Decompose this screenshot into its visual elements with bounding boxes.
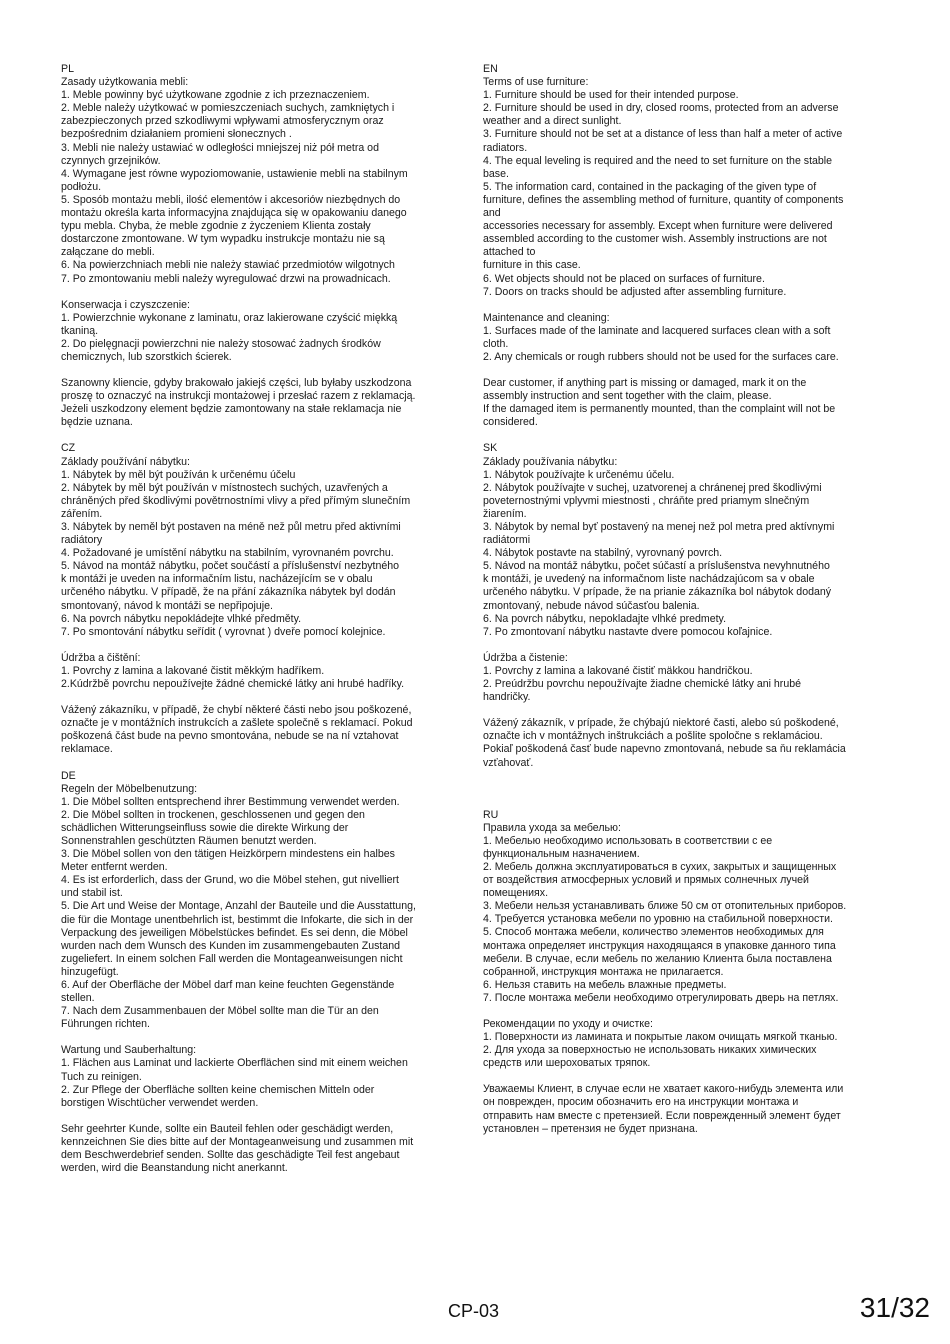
section-ru [483, 809, 893, 1136]
text-line: 3. Mebli nie należy ustawiać w odległości mniejszej niż pół metra od [61, 141, 379, 154]
text-line: 2. Для ухода за поверхностью не использовать никаких химических [483, 1044, 817, 1057]
text-line: монтажа определяет инструкция находящаяся в упаковке данного типа [483, 939, 836, 952]
text-line: Szanowny kliencie, gdyby brakowało jakiejś części, lub byłaby uszkodzona [61, 377, 412, 390]
text-line: and [483, 207, 501, 220]
text-line: 6. Auf der Oberfläche der Möbel darf man keine feuchten Gegenstände [61, 979, 395, 991]
pl-usage-rules [61, 76, 466, 286]
text-line: montażu określa karta informacyjna znajdująca się w opakowaniu danego [61, 207, 407, 220]
text-line: Dear customer, if anything part is missing or damaged, mark it on the [483, 377, 807, 390]
text-line: und stabil ist. [61, 887, 123, 900]
text-line: dostarczone zmontowane. W tym wypadku instrukcje montażu nie są [61, 233, 385, 246]
text-line: 4. Požadované je umístění nábytku na stabilním, vyrovnaném povrchu. [61, 547, 394, 560]
text-line: označte je v montážních instrukcích a zašlete společně s reklamací. Pokud [61, 717, 413, 730]
text-line: Verpackung des jeweiligen Möbelstückes befindet. Es sei denn, die Möbel [61, 926, 408, 939]
text-line: от воздействия атмосферных условий и прямых солнечных лучей [483, 874, 809, 887]
text-line: 7. После монтажа мебели необходимо отрегулировать дверь на петлях. [483, 991, 839, 1004]
text-line: 2. Do pielęgnacji powierzchni nie należy stosować żadnych środków [61, 337, 381, 350]
text-line: 3. Nábytek by neměl být postaven na méně než půl metru před aktivními [61, 521, 401, 533]
section-pl [61, 63, 466, 429]
text-line: załączane do mebli. [61, 246, 155, 259]
de-maintenance [61, 1044, 466, 1109]
text-line: 1. Flächen aus Laminat und lackierte Oberflächen sind mit einem weichen [61, 1057, 408, 1070]
text-line: помещениях. [483, 887, 549, 900]
text-line: 2. Preúdržbu povrchu nepoužívajte žiadne chemické látky ani hrubé [483, 678, 801, 691]
text-line: Základy používání nábytku: [61, 455, 190, 468]
cz-maintenance [61, 652, 466, 691]
sk-complaint-note [483, 717, 893, 769]
text-line: Vážený zákazník, v prípade, že chýbajú niektoré časti, alebo sú poškodené, [483, 717, 839, 730]
text-line: Sehr geehrter Kunde, sollte ein Bauteil fehlen oder geschädigt werden, [61, 1122, 394, 1135]
text-line: 2. Die Möbel sollten in trockenen, geschlossenen und gegen den [61, 808, 365, 821]
text-line: chemicznych, lub szorstkich ścierek. [61, 350, 232, 363]
section-en [483, 63, 893, 429]
text-line: podłożu. [61, 180, 102, 193]
page-number: 31/32 [859, 1292, 930, 1323]
text-line: 7. Nach dem Zusammenbauen der Möbel sollte man die Tür an den [61, 1005, 379, 1018]
text-line: będzie uznana. [61, 416, 133, 429]
text-line: Sonnenstrahlen geschützten Räumen benutzt werden. [61, 834, 317, 847]
lang-heading-de: DE [61, 769, 76, 782]
en-complaint-note [483, 377, 893, 429]
text-line: 7. Po zmontowaniu mebli należy wyregulować drzwi na prowadnicach. [61, 272, 391, 285]
text-line: 1. Surfaces made of the laminate and lacquered surfaces clean with a soft [483, 324, 831, 337]
pl-maintenance [61, 299, 466, 364]
text-line: Regeln der Möbelbenutzung: [61, 782, 198, 795]
ru-complaint-note [483, 1083, 893, 1135]
text-line: 6. Нельзя ставить на мебель влажные предметы. [483, 978, 727, 991]
text-line: radiators. [483, 141, 528, 154]
text-line: typu mebla. Chyba, że meble zgodnie z życzeniem Klienta zostały [61, 220, 371, 233]
lang-heading-pl: PL [61, 63, 74, 75]
text-line: 4. Требуется установка мебели по уровню на стабильной поверхности. [483, 913, 833, 926]
text-line: он поврежден, просим обозначить его на инструкции монтажа и [483, 1096, 799, 1109]
ru-usage-rules [483, 822, 893, 1005]
text-line: Základy používania nábytku: [483, 455, 618, 468]
text-line: 4. Wymagane jest równe wypoziomowanie, ustawienie mebli na stabilnym [61, 167, 408, 180]
text-line: chráněných před škodlivými povětrnostními vlivy a před přímým slunečním [61, 494, 411, 507]
text-line: 4. The equal leveling is required and the need to set furniture on the stable [483, 154, 833, 167]
text-line: установлен – претензия не будет признана. [483, 1122, 698, 1135]
text-line: czynnych grzejników. [61, 154, 161, 167]
text-line: zmontovaný, nebude návod súčasťou balenia. [483, 599, 700, 612]
text-line: функциональным назначением. [483, 847, 640, 860]
text-line: zabezpieczonych przed szkodliwymi wpływami atmosferycznym oraz [61, 115, 384, 128]
section-cz [61, 442, 466, 756]
text-line: 3. Nábytok by nemal byť postavený na menej než pol metra pred aktívnymi [483, 521, 835, 533]
text-line: Tuch zu reinigen. [61, 1070, 142, 1083]
lang-heading-en: EN [483, 63, 498, 75]
text-line: 2. Zur Pflege der Oberfläche sollten keine chemischen Mitteln oder [61, 1083, 375, 1096]
lang-heading-sk: SK [483, 442, 498, 455]
text-line: borstigen Wischtücher verwendet werden. [61, 1096, 259, 1109]
de-usage-rules [61, 783, 466, 1032]
text-line: Jeżeli uszkodzony element będzie zamontowany na stałe reklamacja nie [61, 403, 402, 416]
text-line: средств или шероховатых тряпок. [483, 1057, 651, 1070]
text-line: werden, wird die Beanstandung nicht anerkannt. [61, 1162, 288, 1175]
text-line: radiátormi [483, 534, 531, 547]
text-line: Údržba a čištění: [61, 651, 141, 664]
right-column [483, 63, 893, 1136]
text-line: 1. Nábytok používajte k určenému účelu. [483, 468, 675, 481]
text-line: die für die Montage unentbehrlich ist, bestimmt die Infokarte, die sich in der [61, 913, 414, 926]
text-line: 5. The information card, contained in the packaging of the given type of [483, 180, 817, 193]
text-line: k montáži je uveden na informačním listu, nacházejícím se v obalu [61, 573, 373, 586]
text-line: 1. Мебелью необходимо использовать в соответствии с ее [483, 834, 773, 847]
text-line: considered. [483, 416, 538, 429]
cz-usage-rules [61, 456, 466, 639]
text-line: tkaniną. [61, 324, 99, 337]
text-line: attached to [483, 246, 536, 259]
text-line: určeného nábytku. V prípade, že na prianie zákazníka bol nábytok dodaný [483, 586, 832, 599]
text-line: If the damaged item is permanently mounted, than the complaint will not be [483, 403, 836, 416]
text-line: Führungen richten. [61, 1018, 150, 1031]
text-line: 1. Поверхности из ламината и покрытые лаком очищать мягкой тканью. [483, 1031, 838, 1044]
text-line: poškozená část bude na pevno smontována, nebude se na ní vztahovat [61, 730, 399, 743]
document-code: CP-03 [448, 1301, 500, 1321]
text-line: handričky. [483, 691, 531, 704]
text-line: radiátory [61, 534, 103, 547]
text-line: 3. Мебели нельзя устанавливать ближе 50 см от отопительных приборов. [483, 900, 847, 913]
text-line: Údržba a čistenie: [483, 651, 568, 664]
text-line: accessories necessary for assembly. Except when furniture were delivered [483, 220, 833, 233]
text-line: собранной, инструкция монтажа не прилагается. [483, 965, 724, 978]
text-line: Pokiaľ poškodená časť bude napevno zmontovaná, nebude sa ňu reklamácia [483, 743, 846, 756]
text-line: 6. Na powierzchniach mebli nie należy stawiać przedmiotów wilgotnych [61, 259, 395, 272]
text-line: 1. Furniture should be used for their intended purpose. [483, 89, 739, 102]
text-line: zugeliefert. In einem solchen Fall werden die Montageanweisungen nicht [61, 952, 403, 965]
text-line: 2.Kúdržbě povrchu nepoužívejte žádné chemické látky ani hrubé hadříky. [61, 678, 405, 691]
text-line: 4. Nábytok postavte na stabilný, vyrovnaný povrch. [483, 547, 723, 560]
text-line: 6. Na povrch nábytku, nepokladajte vlhké predmety. [483, 612, 727, 625]
text-line: zářením. [61, 507, 103, 520]
text-line: žiarením. [483, 507, 527, 520]
text-line: 6. Na povrch nábytku nepokládejte vlhké předměty. [61, 612, 302, 625]
text-line: 2. Nábytok používajte v suchej, uzatvorenej a chránenej pred škodlivými [483, 481, 822, 494]
text-line: assembly instruction and sent together with the claim, please. [483, 390, 772, 403]
lang-heading-ru: RU [483, 808, 499, 821]
text-line: 5. Die Art und Weise der Montage, Anzahl der Bauteile und die Ausstattung, [61, 900, 416, 913]
text-line: 1. Meble powinny być użytkowane zgodnie z ich przeznaczeniem. [61, 89, 370, 102]
text-line: 2. Meble należy użytkować w pomieszczeniach suchych, zamkniętych i [61, 102, 395, 115]
lang-heading-cz: CZ [61, 442, 76, 455]
text-line: proszę to oznaczyć na instrukcji montażowej i przesłać razem z reklamacją. [61, 390, 416, 403]
text-line: Konserwacja i czyszczenie: [61, 298, 190, 311]
text-line: dem Beschwerdebrief senden. Sollte das geschädigte Teil fest angebaut [61, 1149, 400, 1162]
text-line: furniture in this case. [483, 259, 581, 272]
text-line: Vážený zákazníku, v případě, že chybí některé části nebo jsou poškozené, [61, 704, 412, 717]
text-line: kennzeichnen Sie dies bitte auf der Montageanweisung und zusammen mit [61, 1135, 414, 1148]
ru-maintenance [483, 1018, 893, 1070]
text-line: 2. Мебель должна эксплуатироваться в сухих, закрытых и защищенных [483, 860, 837, 873]
text-line: weather and a direct sunlight. [483, 115, 622, 128]
text-line: Zasady użytkowania mebli: [61, 76, 189, 89]
pl-complaint-note [61, 377, 466, 429]
text-line: 1. Povrchy z lamina a lakované čistiť mäkkou handričkou. [483, 664, 753, 677]
en-maintenance [483, 312, 893, 364]
text-line: Wartung und Sauberhaltung: [61, 1044, 197, 1057]
text-line: k montáži, je uvedený na informačnom liste nachádzajúcom sa v obale [483, 573, 815, 586]
text-line: 2. Furniture should be used in dry, closed rooms, protected from an adverse [483, 102, 839, 115]
text-line: 1. Powierzchnie wykonane z laminatu, oraz lakierowane czyścić miękką [61, 311, 398, 324]
text-line: 5. Sposób montażu mebli, ilość elementów i akcesoriów niezbędnych do [61, 193, 401, 206]
text-line: 7. Po smontování nábytku seřídit ( vyrovnat ) dveře pomocí kolejnice. [61, 625, 386, 638]
text-line: 4. Es ist erforderlich, dass der Grund, wo die Möbel stehen, gut nivelliert [61, 874, 399, 887]
text-line: Meter entfernt werden. [61, 861, 168, 874]
text-line: vzťahovať. [483, 756, 534, 769]
text-line: Уважаемы Клиент, в случае если не хватает какого-нибудь элемента или [483, 1083, 844, 1096]
text-line: Maintenance and cleaning: [483, 311, 610, 324]
text-line: 2. Any chemicals or rough rubbers should not be used for the surfaces care. [483, 350, 839, 363]
text-line: 7. Po zmontovaní nábytku nastavte dvere pomocou koľajnice. [483, 625, 773, 638]
text-line: 1. Die Möbel sollten entsprechend ihrer Bestimmung verwendet werden. [61, 795, 400, 808]
text-line: schädlichen Witterungseinfluss sowie die direkte Wirkung der [61, 821, 349, 834]
text-line: 5. Návod na montáž nábytku, počet súčastí a príslušenstva nevyhnutného [483, 560, 830, 573]
section-de [61, 770, 466, 1176]
text-line: 5. Návod na montáž nábytku, počet součástí a příslušenství nezbytného [61, 560, 400, 573]
cz-complaint-note [61, 704, 466, 756]
text-line: cloth. [483, 337, 509, 350]
text-line: 1. Povrchy z lamina a lakované čistit měkkým hadříkem. [61, 664, 325, 677]
text-line: 3. Die Möbel sollen von den tätigen Heizkörpern mindestens ein halbes [61, 848, 395, 861]
text-line: hinzugefügt. [61, 965, 119, 978]
text-line: určeného nábytku. V případě, že na přání zákazníka nábytek byl dodán [61, 586, 396, 599]
text-line: base. [483, 167, 509, 180]
text-line: smontovaný, návod k montáži se nepřipojuje. [61, 599, 273, 612]
text-line: označte ich v montážnych inštrukciách a pošlite spoločne s reklamáciou. [483, 730, 823, 743]
text-line: 6. Wet objects should not be placed on surfaces of furniture. [483, 272, 765, 285]
text-line: отправить нам вместе с претензией. Если поврежденный элемент будет [483, 1109, 841, 1122]
sk-usage-rules [483, 456, 893, 639]
text-line: 3. Furniture should not be set at a distance of less than half a meter of active [483, 128, 843, 141]
text-line: 1. Nábytek by měl být používán k určenému účelu [61, 468, 296, 481]
section-sk [483, 442, 893, 769]
text-line: Правила ухода за мебелью: [483, 821, 621, 834]
text-line: bezpośrednim działaniem promieni słonecznych . [61, 128, 292, 141]
text-line: stellen. [61, 992, 95, 1005]
text-line: furniture, defines the assembling method of furniture, quantity of components [483, 193, 844, 206]
text-line: 7. Doors on tracks should be adjusted after assembling furniture. [483, 285, 787, 298]
text-line: assembled according to the customer wish. Assembly instructions are not [483, 233, 827, 246]
text-line: wurden nach dem Wunsch des Kunden im zusammengebauten Zustand [61, 939, 401, 952]
text-line: мебели. В случае, если мебель по желанию Клиента была поставлена [483, 952, 832, 965]
en-usage-rules [483, 76, 893, 299]
de-complaint-note [61, 1123, 466, 1175]
sk-maintenance [483, 652, 893, 704]
text-line: 5. Способ монтажа мебели, количество элементов необходимых для [483, 926, 824, 939]
text-line: Рекомендации по уходу и очистке: [483, 1018, 653, 1030]
text-line: reklamace. [61, 743, 113, 756]
text-line: Terms of use furniture: [483, 76, 589, 89]
text-line: 2. Nábytek by měl být používán v místnostech suchých, uzavřených a [61, 481, 388, 494]
text-line: poveternostnými vplyvmi miestnosti , chráňte pred priamym slnečným [483, 494, 810, 507]
left-column [61, 63, 466, 1175]
